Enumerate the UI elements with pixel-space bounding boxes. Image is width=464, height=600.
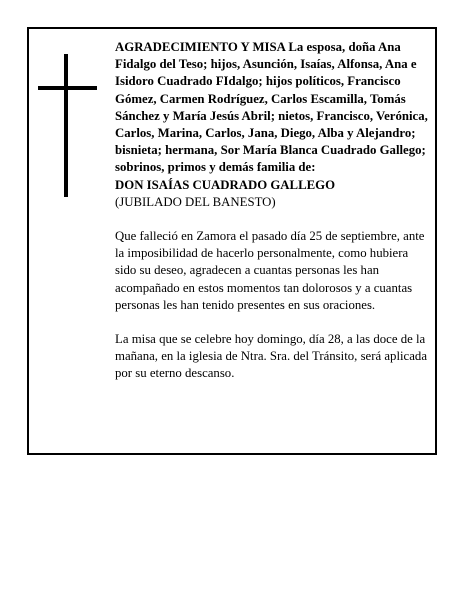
deceased-name: DON ISAÍAS CUADRADO GALLEGO bbox=[115, 177, 336, 192]
notice-paragraph-thanks: Que falleció en Zamora el pasado día 25 de septiembre, ante la imposibilidad de hacerlo personalmente, como hubiera sido su deseo, agradecen a cuantas personas les han acompañado en estos momentos tan dolorosos y a cuantas personas les han tenido presentes en sus oraciones. bbox=[115, 229, 425, 312]
cross-horizontal-bar bbox=[38, 86, 97, 90]
notice-heading: AGRADECIMIENTO Y MISA La esposa, doña Ana Fidalgo del Teso; hijos, Asunción, Isaías, Alfonsa, Ana e Isidoro Cuadrado FIdalgo; hijos políticos, Francisco Gómez, Carmen Rodríguez, Carlos Escamilla, Tomás Sánchez y María Jesús Abril; nietos, Francisco, Verónica, Carlos, Marina, Carlos, Jana, Diego, Alba y Alejandro; bisnieta; hermana, Sor María Blanca Cuadrado Gallego; sobrinos, primos y demás familia de: bbox=[115, 40, 428, 175]
deceased-role: (JUBILADO DEL BANESTO) bbox=[115, 194, 276, 209]
notice-paragraph-mass: La misa que se celebre hoy domingo, día 28, a las doce de la mañana, en la iglesia de Ntra. Sra. del Tránsito, será aplicada por su eterno descanso. bbox=[115, 332, 427, 381]
cross-vertical-bar bbox=[64, 54, 68, 197]
notice-text bbox=[115, 39, 430, 383]
